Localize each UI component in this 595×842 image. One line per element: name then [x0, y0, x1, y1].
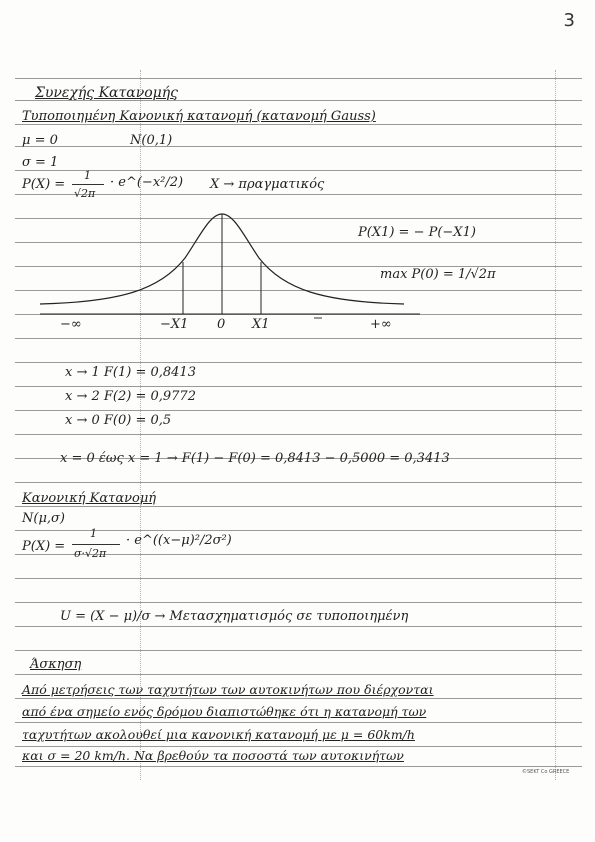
axis-label-pos-infinity: +∞ [370, 317, 392, 332]
pdf-exponential: · e^(−x²/2) [110, 175, 184, 190]
sigma-value: σ = 1 [22, 155, 59, 170]
exercise-title: Άσκηση [30, 657, 82, 672]
exercise-text-line: και σ = 20 km/h. Να βρεθούν τα ποσοστά των αυτοκινήτων [22, 748, 404, 763]
exercise-text-line: Από μετρήσεις των ταχυτήτων των αυτοκινήτων που διέρχονται [22, 682, 434, 697]
standardization-transform: U = (X − μ)/σ → Μετασχηματισμός σε τυποποιημένη [60, 609, 409, 624]
mu-value: μ = 0 [22, 133, 58, 148]
x-domain-note: X → πραγματικός [210, 177, 325, 192]
axis-label-zero: 0 [217, 317, 226, 332]
pdf-lhs: P(X) = [22, 177, 66, 192]
exercise-text-line: από ένα σημείο ενός δρόμου διαπιστώθηκε ότι η κατανομή των [22, 704, 427, 719]
section-subheading: Τυποποιημένη Κανονική κατανομή (κατανομή Gauss) [22, 109, 376, 124]
normal-pdf-denominator: σ·√2π [74, 547, 107, 560]
pdf-numerator: 1 [84, 169, 91, 182]
probability-between: x = 0 έως x = 1 → F(1) − F(0) = 0,8413 − 0,5000 = 0,3413 [60, 451, 450, 466]
table-value: x → 2 F(2) = 0,9772 [65, 389, 196, 404]
section-heading: Συνεχής Κατανομής [35, 85, 178, 101]
axis-label-x1: X1 [252, 317, 270, 332]
std-normal-notation: N(0,1) [130, 133, 173, 148]
pdf-denominator: √2π [74, 187, 96, 200]
publisher-footer: ©SEKT Co GREECE [522, 769, 570, 775]
exercise-text-line: ταχυτήτων ακολουθεί μια κανονική κατανομή με μ = 60km/h [22, 727, 415, 742]
maximum-formula: max P(0) = 1/√2π [380, 267, 496, 282]
normal-pdf-exponential: · e^((x−μ)²/2σ²) [126, 533, 232, 548]
normal-section-title: Κανονική Κατανομή [22, 491, 157, 506]
axis-label-neg-infinity: −∞ [60, 317, 82, 332]
normal-pdf-numerator: 1 [90, 527, 97, 540]
fraction-bar [72, 544, 120, 545]
table-value: x → 0 F(0) = 0,5 [65, 413, 172, 428]
normal-notation: N(μ,σ) [22, 511, 65, 526]
axis-label-neg-x1: −X1 [160, 317, 189, 332]
page-number: 3 [563, 10, 575, 31]
table-value: x → 1 F(1) = 0,8413 [65, 365, 196, 380]
symmetry-formula: P(X1) = − P(−X1) [358, 225, 476, 240]
normal-pdf-lhs: P(X) = [22, 539, 66, 554]
